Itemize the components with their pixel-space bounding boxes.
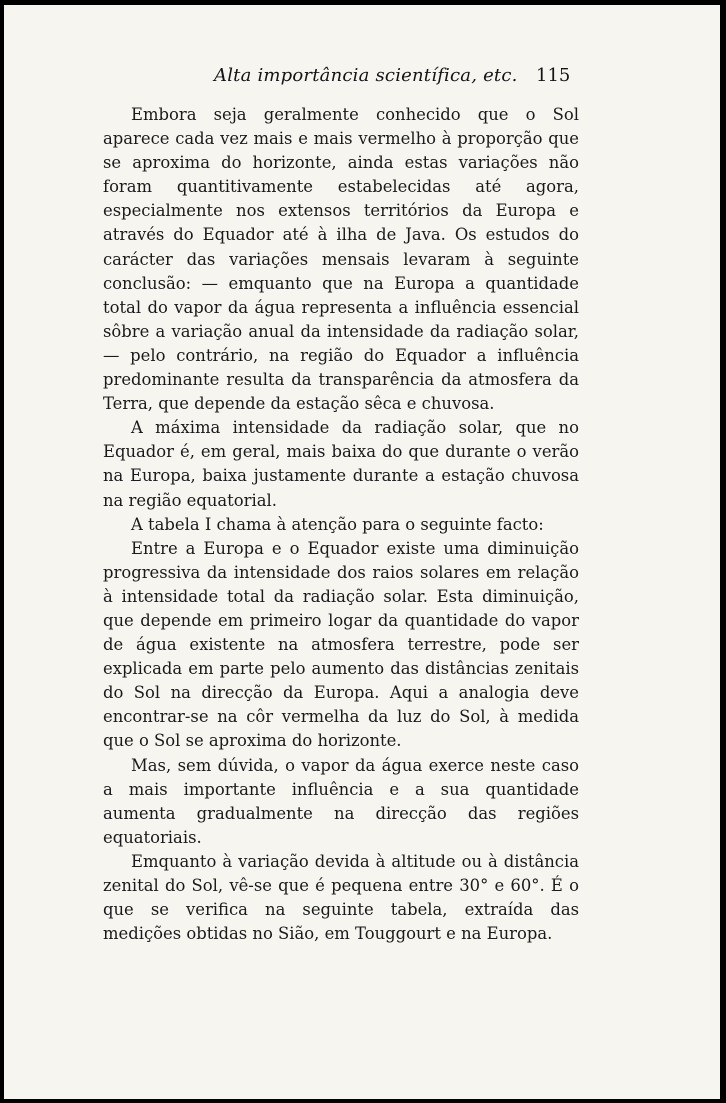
paragraph: Mas, sem dúvida, o vapor da água exerce neste caso a mais importante influência e a sua quantidade aumenta gradualmente na direcção das regiões equatoriais.: [103, 755, 579, 847]
paragraph: A tabela I chama à atenção para o seguinte facto:: [131, 514, 544, 534]
paragraph: Emquanto à variação devida à altitude ou à distância zenital do Sol, vê-se que é pequena entre 30° e 60°. É o que se verifica na seguinte tabela, extraída das medições obtidas no Sião, em Touggourt e na Europa.: [103, 851, 579, 944]
paragraph: Entre a Europa e o Equador existe uma diminuição progressiva da intensidade dos raios solares em relação à intensidade total da radiação solar. Esta diminuição, que depende em primeiro logar da quantidade do vapor de água existente na atmosfera terrestre, pode ser explicada em parte pelo aumento das distâncias zenitais do Sol na direcção da Europa. Aqui a analogia deve encontrar-se na côr vermelha da luz do Sol, à medida que o Sol se aproxima do horizonte.: [103, 538, 579, 751]
page-header: [4, 55, 720, 95]
paragraph: Embora seja geralmente conhecido que o Sol aparece cada vez mais e mais vermelho à proporção que se aproxima do horizonte, ainda estas variações não foram quantitivamente estabelecidas até agora, especialmente nos extensos territórios da Europa e através do Equador até à ilha de Java. Os estudos do carácter das variações mensais levaram à seguinte conclusão: — emquanto que na Europa a quantidade total do vapor da água representa a influência essencial sôbre a variação anual da intensidade da radiação solar, — pelo contrário, na região do Equador a influência predominante resulta da transparência da atmosfera da Terra, que depende da estação sêca e chuvosa.: [103, 105, 579, 414]
page-number: 115: [536, 65, 571, 86]
book-page: [4, 5, 720, 1099]
paragraph: A máxima intensidade da radiação solar, que no Equador é, em geral, mais baixa do que durante o verão na Europa, baixa justamente durante a estação chuvosa na região equatorial.: [103, 418, 579, 510]
running-head: Alta importância scientífica, etc.: [214, 65, 518, 86]
body-text: [103, 103, 579, 946]
